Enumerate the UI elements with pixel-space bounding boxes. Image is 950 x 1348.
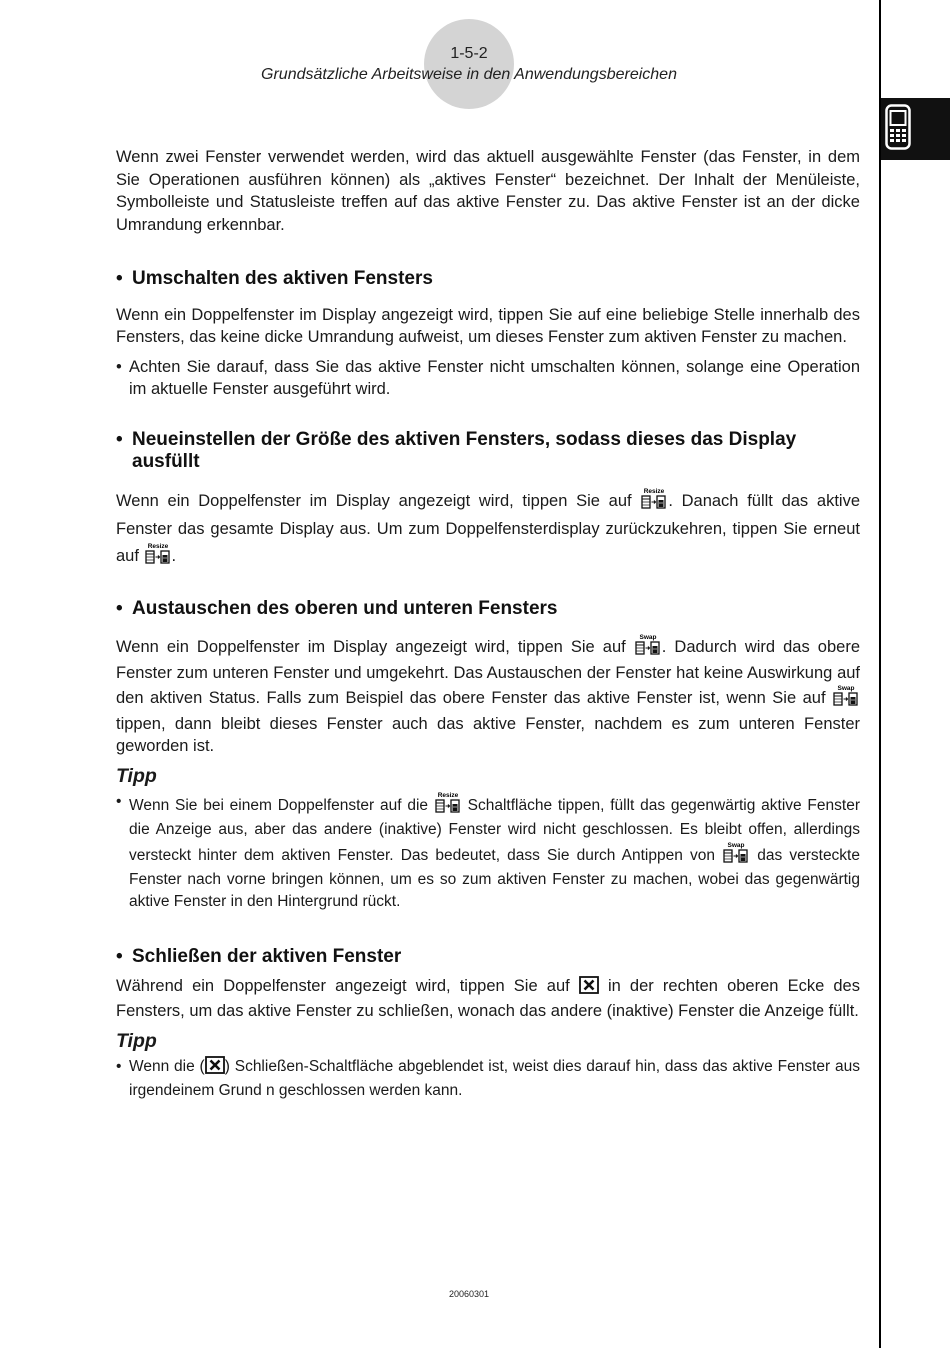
tip-heading: Tipp: [116, 1029, 157, 1052]
resize-icon: [640, 487, 668, 517]
close-window-icon: [579, 976, 599, 1001]
list-item: • Achten Sie darauf, dass Sie das aktive Fenster nicht umschalten können, solange eine Operation im aktuelle Fenster ausgeführt wird.: [116, 357, 860, 398]
section-close-text: Während ein Doppelfenster angezeigt wird, tippen Sie auf in der rechten oberen Ecke des Fensters, um das aktive Fenster zu schließen, wonach das andere (inaktive) Fenster die Anzeige füllt.: [116, 976, 860, 1020]
section-heading-close: • Schließen der aktiven Fenster: [116, 946, 402, 967]
resize-icon: [434, 791, 462, 820]
section-heading-resize: • Neueinstellen der Größe des aktiven Fensters, sodass dieses das Display ausfüllt: [116, 428, 797, 472]
page-subtitle: Grundsätzliche Arbeitsweise in den Anwendungsbereichen: [261, 66, 677, 83]
svg-text:Swap: Swap: [639, 634, 657, 641]
page-number: 1-5-2: [450, 45, 488, 62]
swap-icon: [832, 684, 860, 713]
section-heading-swap: • Austauschen des oberen und unteren Fensters: [116, 597, 558, 619]
resize-icon: [144, 542, 172, 572]
svg-text:Resize: Resize: [644, 487, 665, 495]
tip-heading: Tipp: [116, 764, 157, 787]
svg-text:Resize: Resize: [147, 542, 168, 550]
list-item: • Wenn die ( ) Schließen-Schaltfläche abgeblendet ist, weist dies darauf hin, dass das aktive Fenster aus irgendeinem Grund n geschlossen werden kann.: [116, 1057, 860, 1099]
svg-text:Resize: Resize: [437, 791, 459, 799]
section-bullet: •: [116, 597, 123, 619]
right-margin-rule: [879, 0, 881, 1348]
section-bullet: •: [116, 428, 123, 450]
section-switch-text: Wenn ein Doppelfenster im Display angezeigt wird, tippen Sie auf eine beliebige Stelle innerhalb des Fensters, das keine dicke Umrandung aufweist, um dieses Fenster zum aktiven Fenster zu machen.: [116, 305, 860, 346]
chapter-tab: [881, 98, 950, 160]
footer-code: 20060301: [448, 1289, 490, 1299]
section-bullet: •: [116, 268, 123, 289]
section-resize-text: Wenn ein Doppelfenster im Display angezeigt wird, tippen Sie auf Resize . Danach füllt das aktive Fenster das gesamte Display aus. Um zum Doppelfensterdisplay zurückzukehren, tippen Sie erneut auf Resize .: [116, 487, 860, 572]
close-window-icon: [205, 1056, 225, 1081]
swap-icon: [634, 633, 662, 662]
section-heading-switch: • Umschalten des aktiven Fensters: [116, 268, 433, 289]
swap-icon: [722, 841, 750, 870]
calculator-icon: [885, 104, 911, 150]
page-content: [116, 146, 860, 1102]
section-bullet: •: [116, 946, 123, 967]
svg-text:Swap: Swap: [837, 685, 855, 692]
section-swap-text: Wenn ein Doppelfenster im Display angezeigt wird, tippen Sie auf Swap . Dadurch wird das obere Fenster zum unteren Fenster und umgekehrt. Das Austauschen der Fenster hat keine Auswirkung auf den aktiven Status. Falls zum Beispiel das obere Fenster das aktive Fenster ist, wenn Sie auf Swap tippen, dann bleibt dieses Fenster auch das aktive Fenster, nachdem es zum unteren Fenster geworden ist.: [116, 634, 860, 755]
intro-paragraph: Wenn zwei Fenster verwendet werden, wird das aktuell ausgewählte Fenster (das Fenster, in dem Sie Operationen ausführen können) als „aktives Fenster“ bezeichnet. Der Inhalt der Menüleiste, Symbolleiste und Statusleiste treffen auf das aktive Fenster zu. Das aktive Fenster ist an der dicke Umrandung erkennbar.: [116, 148, 860, 234]
svg-text:Swap: Swap: [727, 841, 745, 849]
list-item: • Wenn Sie bei einem Doppelfenster auf die Resize Schaltfläche tippen, füllt das gegenwärtig aktive Fenster die Anzeige aus, aber das andere (inaktive) Fenster wird nicht geschlossen. Es bleibt offen, allerdings versteckt hinter dem aktiven Fenster. Das bedeutet, dass Sie durch Antippen von Swap das versteckte Fenster nach vorne bringen können, um es so zum aktiven Fenster zu machen, wobei das gegenwärtig aktive Fenster in den Hintergrund rückt.: [116, 791, 860, 910]
page-number-circle: [424, 19, 514, 109]
